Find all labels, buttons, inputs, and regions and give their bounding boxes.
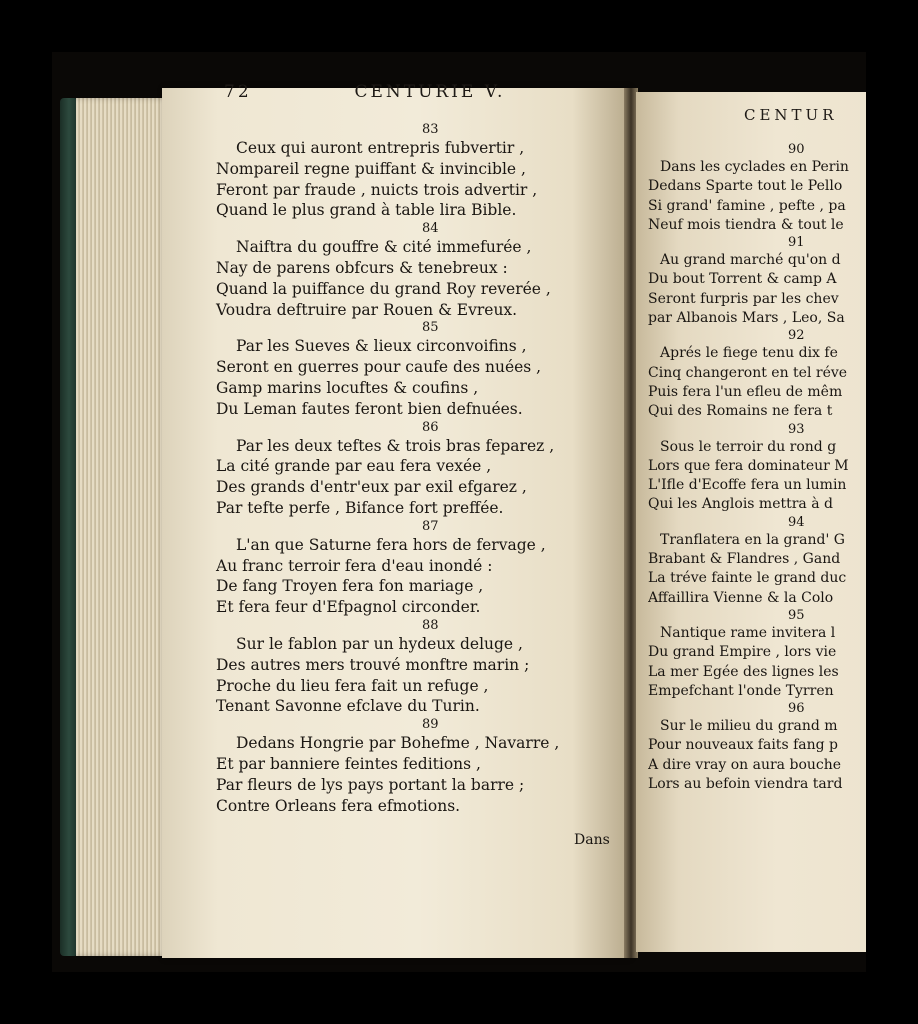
left-page-header — [224, 82, 505, 102]
verse-line: Au grand marché qu'on d — [660, 252, 841, 269]
verse-line: Proche du lieu fera fait un refuge , — [216, 676, 489, 695]
verse-line: Sur le fablon par un hydeux deluge , — [236, 634, 523, 653]
quatrain-number: 84 — [422, 221, 439, 237]
verse-line: Voudra deftruire par Rouen & Evreux. — [216, 300, 518, 319]
verse-line: Du grand Empire , lors vie — [648, 644, 837, 661]
right-page-header — [744, 106, 838, 124]
verse-line: Tenant Savonne efclave du Turin. — [216, 697, 480, 716]
quatrain — [648, 701, 866, 794]
quatrain — [648, 328, 866, 421]
verse-line: Ceux qui auront entrepris fubvertir , — [236, 139, 525, 157]
verse-line: Dedans Hongrie par Bohefme , Navarre , — [236, 734, 560, 753]
running-head: CENTUR — [744, 106, 838, 124]
verse-line: Qui les Anglois mettra à d — [648, 496, 833, 513]
quatrain — [648, 422, 866, 515]
verse-line: Feront par fraude , nuicts trois advertir , — [216, 180, 538, 199]
quatrain — [216, 519, 626, 618]
verse-line: La mer Egée des lignes les — [648, 663, 839, 680]
quatrain — [216, 618, 626, 717]
quatrain-number: 83 — [422, 122, 439, 137]
quatrain-number: 89 — [422, 717, 439, 733]
verse-line: Seront en guerres pour caufe des nuées , — [216, 358, 542, 377]
verse-line: Cinq changeront en tel réve — [648, 364, 848, 381]
verse-line: Quand la puiffance du grand Roy reverée , — [216, 279, 551, 298]
quatrain-number: 94 — [788, 514, 805, 530]
verse-line: La cité grande par eau fera vexée , — [216, 457, 492, 476]
page-number: 72 — [224, 82, 252, 102]
verse-line: Gamp marins locuftes & coufins , — [216, 378, 479, 397]
quatrain-number: 88 — [422, 617, 439, 633]
verse-line: Sur le milieu du grand m — [660, 718, 838, 735]
verse-line: Et par banniere feintes feditions , — [216, 754, 481, 773]
verse-line: Pour nouveaux faits fang p — [648, 737, 838, 754]
verse-line: Qui des Romains ne fera t — [648, 403, 833, 420]
quatrain — [216, 320, 626, 419]
verse-line: Par tefte perfe , Bifance fort preffée. — [216, 498, 504, 517]
book-photo — [52, 52, 866, 972]
verse-line: De fang Troyen fera fon mariage , — [216, 577, 484, 596]
verse-line: par Albanois Mars , Leo, Sa — [648, 310, 845, 327]
running-head: CENTURIE V. — [354, 82, 506, 102]
verse-line: Lors que fera dominateur M — [648, 457, 849, 474]
verse-line: Neuf mois tiendra & tout le — [648, 216, 844, 233]
verse-line: L'Ifle d'Ecoffe fera un lumin — [648, 477, 847, 494]
quatrain — [216, 122, 626, 221]
verse-line: Au franc terroir fera d'eau inondé : — [216, 556, 493, 575]
verse-line: Et fera feur d'Efpagnol circonder. — [216, 598, 481, 617]
quatrain — [648, 142, 866, 235]
quatrain — [216, 221, 626, 320]
verse-line: L'an que Saturne fera hors de fervage , — [236, 535, 546, 554]
verse-line: Brabant & Flandres , Gand — [648, 551, 841, 568]
verse-line: Par les deux teftes & trois bras feparez , — [236, 436, 555, 455]
verse-line: Du bout Torrent & camp A — [648, 271, 837, 288]
verse-line: Puis fera l'un efleu de mêm — [648, 383, 843, 400]
verse-line: Par fleurs de lys pays portant la barre ; — [216, 775, 525, 794]
quatrain-number: 91 — [788, 235, 805, 251]
catchword: Dans — [574, 832, 610, 848]
left-page-text — [216, 122, 626, 816]
verse-line: Du Leman fautes feront bien defnuées. — [216, 399, 523, 418]
quatrain-number: 90 — [788, 142, 805, 157]
verse-line: Dedans Sparte tout le Pello — [648, 178, 843, 195]
quatrain — [216, 717, 626, 816]
quatrain-number: 92 — [788, 328, 805, 344]
page-edges — [76, 98, 172, 956]
verse-line: A dire vray on aura bouche — [648, 756, 842, 773]
verse-line: Tranflatera en la grand' G — [660, 531, 845, 548]
verse-line: Nantique rame invitera l — [660, 624, 836, 641]
verse-line: Seront furpris par les chev — [648, 290, 839, 307]
quatrain — [216, 420, 626, 519]
verse-line: Aprés le fiege tenu dix fe — [660, 345, 838, 362]
verse-line: Empefchant l'onde Tyrren — [648, 682, 834, 699]
verse-line: La tréve fainte le grand duc — [648, 570, 847, 587]
verse-line: Sous le terroir du rond g — [660, 438, 837, 455]
verse-line: Lors au befoin viendra tard — [648, 776, 843, 793]
verse-line: Nompareil regne puiffant & invincible , — [216, 159, 526, 178]
verse-line: Par les Sueves & lieux circonvoifins , — [236, 337, 527, 356]
quatrain — [648, 515, 866, 608]
verse-line: Contre Orleans fera efmotions. — [216, 796, 461, 815]
quatrain — [648, 235, 866, 328]
quatrain-number: 86 — [422, 419, 439, 435]
verse-line: Des grands d'entr'eux par exil efgarez , — [216, 478, 527, 497]
verse-line: Quand le plus grand à table lira Bible. — [216, 201, 517, 220]
verse-line: Affaillira Vienne & la Colo — [648, 589, 834, 606]
quatrain — [648, 608, 866, 701]
quatrain-number: 85 — [422, 320, 439, 336]
quatrain-number: 87 — [422, 518, 439, 534]
quatrain-number: 95 — [788, 607, 805, 623]
verse-line: Nay de parens obfcurs & tenebreux : — [216, 258, 508, 277]
quatrain-number: 93 — [788, 421, 805, 437]
verse-line: Des autres mers trouvé monftre marin ; — [216, 655, 530, 674]
right-page-text — [648, 142, 866, 794]
quatrain-number: 96 — [788, 701, 805, 717]
verse-line: Si grand' famine , pefte , pa — [648, 197, 846, 214]
verse-line: Dans les cyclades en Perin — [660, 159, 849, 175]
verse-line: Naiftra du gouffre & cité immefurée , — [236, 238, 532, 257]
